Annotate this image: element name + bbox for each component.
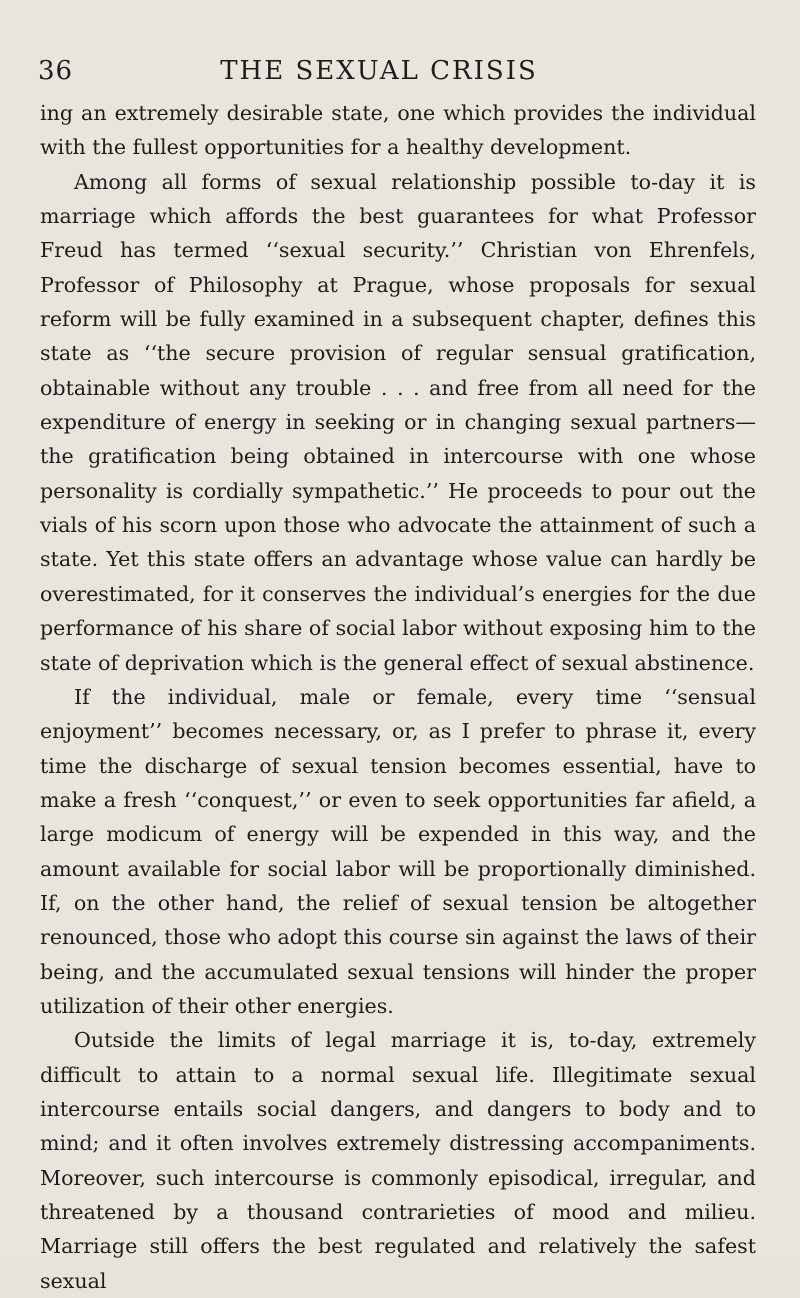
- running-title: THE SEXUAL CRISIS: [220, 56, 538, 86]
- paragraph-2: Among all forms of sexual relationship possible to-day it is marriage which affords the best guarantees for what Professor Freud has termed ‘‘sexual security.’’ Christian von Ehrenfels, Professor of Philosophy at Prague, whose proposals for sexual reform will be fully examined in a subsequent chapter, defines this state as ‘‘the secure provision of regular sensual gratification, obtainable without any trouble . . . and free from all need for the expenditure of energy in seeking or in changing sexual partners—the gratification being obtained in intercourse with one whose personality is cordially sympathetic.’’ He proceeds to pour out the vials of his scorn upon those who advocate the attainment of such a state. Yet this state offers an advantage whose value can hardly be overestimated, for it conserves the individual’s energies for the due performance of his share of social labor without exposing him to the state of deprivation which is the general effect of sexual abstinence.: [40, 169, 756, 675]
- body-text: [40, 96, 756, 1298]
- paragraph-4: Outside the limits of legal marriage it is, to-day, extremely difficult to attain to a normal sexual life. Illegitimate sexual intercourse entails social dangers, and dangers to body and to mind; and it often involves extremely distressing accompaniments. Moreover, such intercourse is commonly episodical, irregular, and threatened by a thousand contrarieties of mood and milieu. Marriage still offers the best regulated and relatively the safest sexual: [40, 1028, 756, 1293]
- paragraph-3: If the individual, male or female, every time ‘‘sensual enjoyment’’ becomes necessary, or, as I prefer to phrase it, every time the discharge of sexual tension becomes essential, have to make a fresh ‘‘conquest,’’ or even to seek opportunities far afield, a large modicum of energy will be expended in this way, and the amount available for social labor will be proportionally diminished. If, on the other hand, the relief of sexual tension be altogether renounced, those who adopt this course sin against the laws of their being, and the accumulated sexual tensions will hinder the proper utilization of their other energies.: [40, 684, 756, 1018]
- page-number: 36: [38, 56, 74, 86]
- running-head: [38, 56, 760, 92]
- paragraph-1: ing an extremely desirable state, one which provides the individual with the fullest opportunities for a healthy development.: [40, 101, 756, 160]
